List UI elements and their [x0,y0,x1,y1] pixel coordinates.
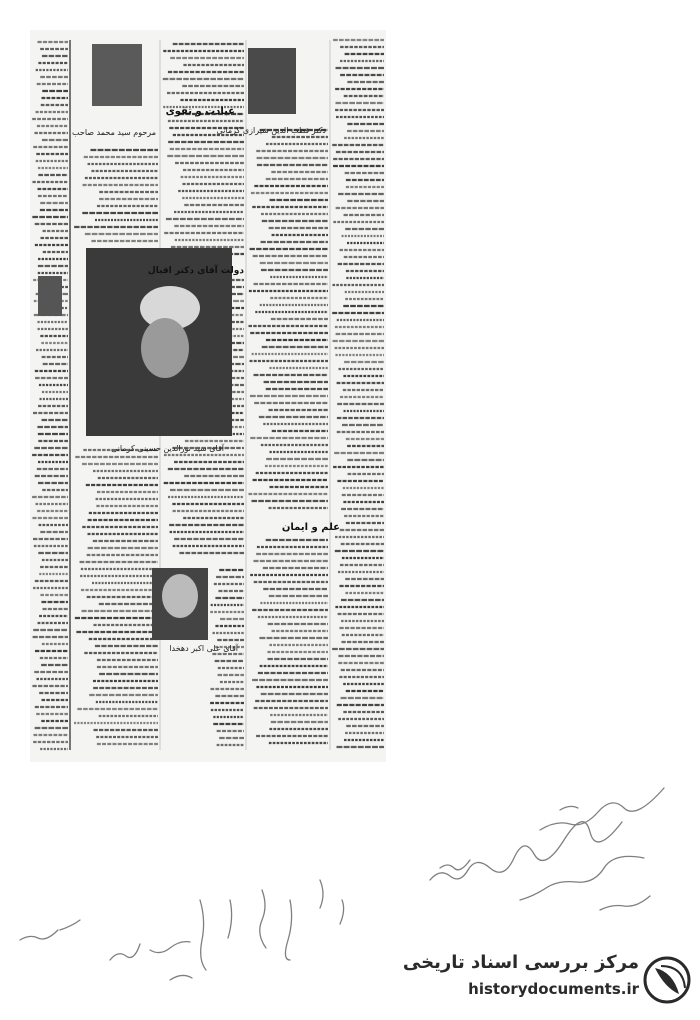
brand-name: مرکز بررسی اسناد تاریخی [402,952,639,973]
headline-3: علم و ایمان [281,522,340,533]
portrait-photo-2 [248,48,296,114]
watermark-brand [400,950,695,1012]
face-shape-3 [162,574,198,618]
brand-url: historydocuments.ir [468,980,639,998]
brand-logo-icon [643,954,691,1006]
photo-caption-3: آقای سید نورالدین حسینی کرمانی [110,444,224,453]
newspaper-clipping [30,30,386,762]
photo-caption-2: مرحوم سید محمد صاحب [72,128,156,137]
portrait-photo-4 [38,276,62,316]
face-shape [141,318,189,378]
photo-caption-4: آقای علی اکبر دهخدا [169,644,238,653]
portrait-photo-1 [92,44,142,106]
headline-1: عبادت و تقوی [165,106,235,117]
photo-caption-1: دکتر قطب الدین شیرازی کرمانی [216,126,326,135]
headline-2: دولت آقای دکتر اقبال [147,266,244,276]
